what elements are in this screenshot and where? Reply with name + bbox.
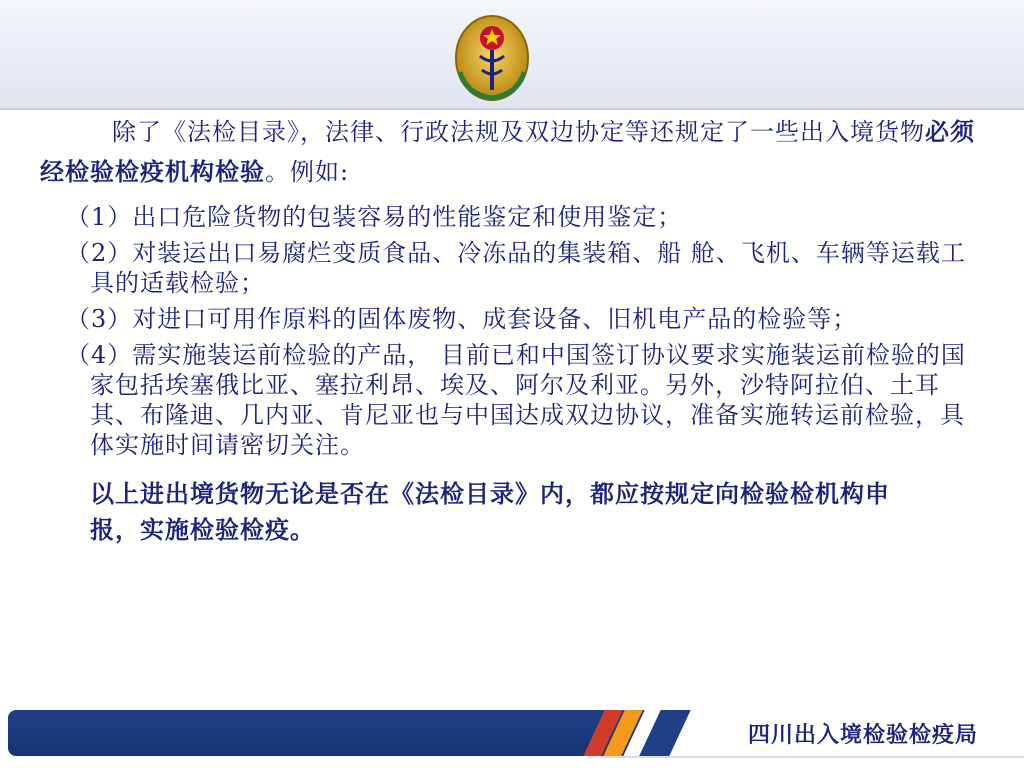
list-item-4: （4）需实施装运前检验的产品， 目前已和中国签订协议要求实施装运前检验的国家包括埃塞俄比亚、塞拉利昂、埃及、阿尔及利亚。另外，沙特阿拉伯、土耳其、布隆迪、几内亚、肯尼亚也与中国达成双边协议，准备实施转运前检验，具体实施时间请密切关注。 [66, 341, 966, 459]
intro-text-before: 除了《法检目录》，法律、行政法规及双边协定等还规定了一些出入境货物 [112, 118, 925, 146]
footer [0, 700, 1024, 768]
footer-divider [600, 756, 1024, 758]
header-band [0, 0, 1024, 110]
intro-paragraph [40, 112, 990, 192]
footer-bar [8, 710, 648, 756]
intro-text-bold: 必须经检验检疫机构检验 [40, 117, 975, 186]
list-item-2: （2）对装运出口易腐烂变质食品、冷冻品的集装箱、船 舱、飞机、车辆等运载工具的适载检验； [66, 239, 966, 297]
list-item-1: （1）出口危险货物的包装容易的性能鉴定和使用鉴定； [66, 203, 683, 231]
list-item-3: （3）对进口可用作原料的固体废物、成套设备、旧机电产品的检验等； [66, 305, 858, 333]
main-content [40, 112, 990, 548]
conclusion-text: 以上进出境货物无论是否在《法检目录》内，都应按规定向检验检机构申报，实施检验检疫。 [90, 479, 890, 544]
intro-text-after: 。例如: [265, 158, 350, 186]
footer-organization-label: 四川出入境检验检疫局 [747, 722, 978, 748]
ciq-emblem-icon [452, 12, 532, 102]
